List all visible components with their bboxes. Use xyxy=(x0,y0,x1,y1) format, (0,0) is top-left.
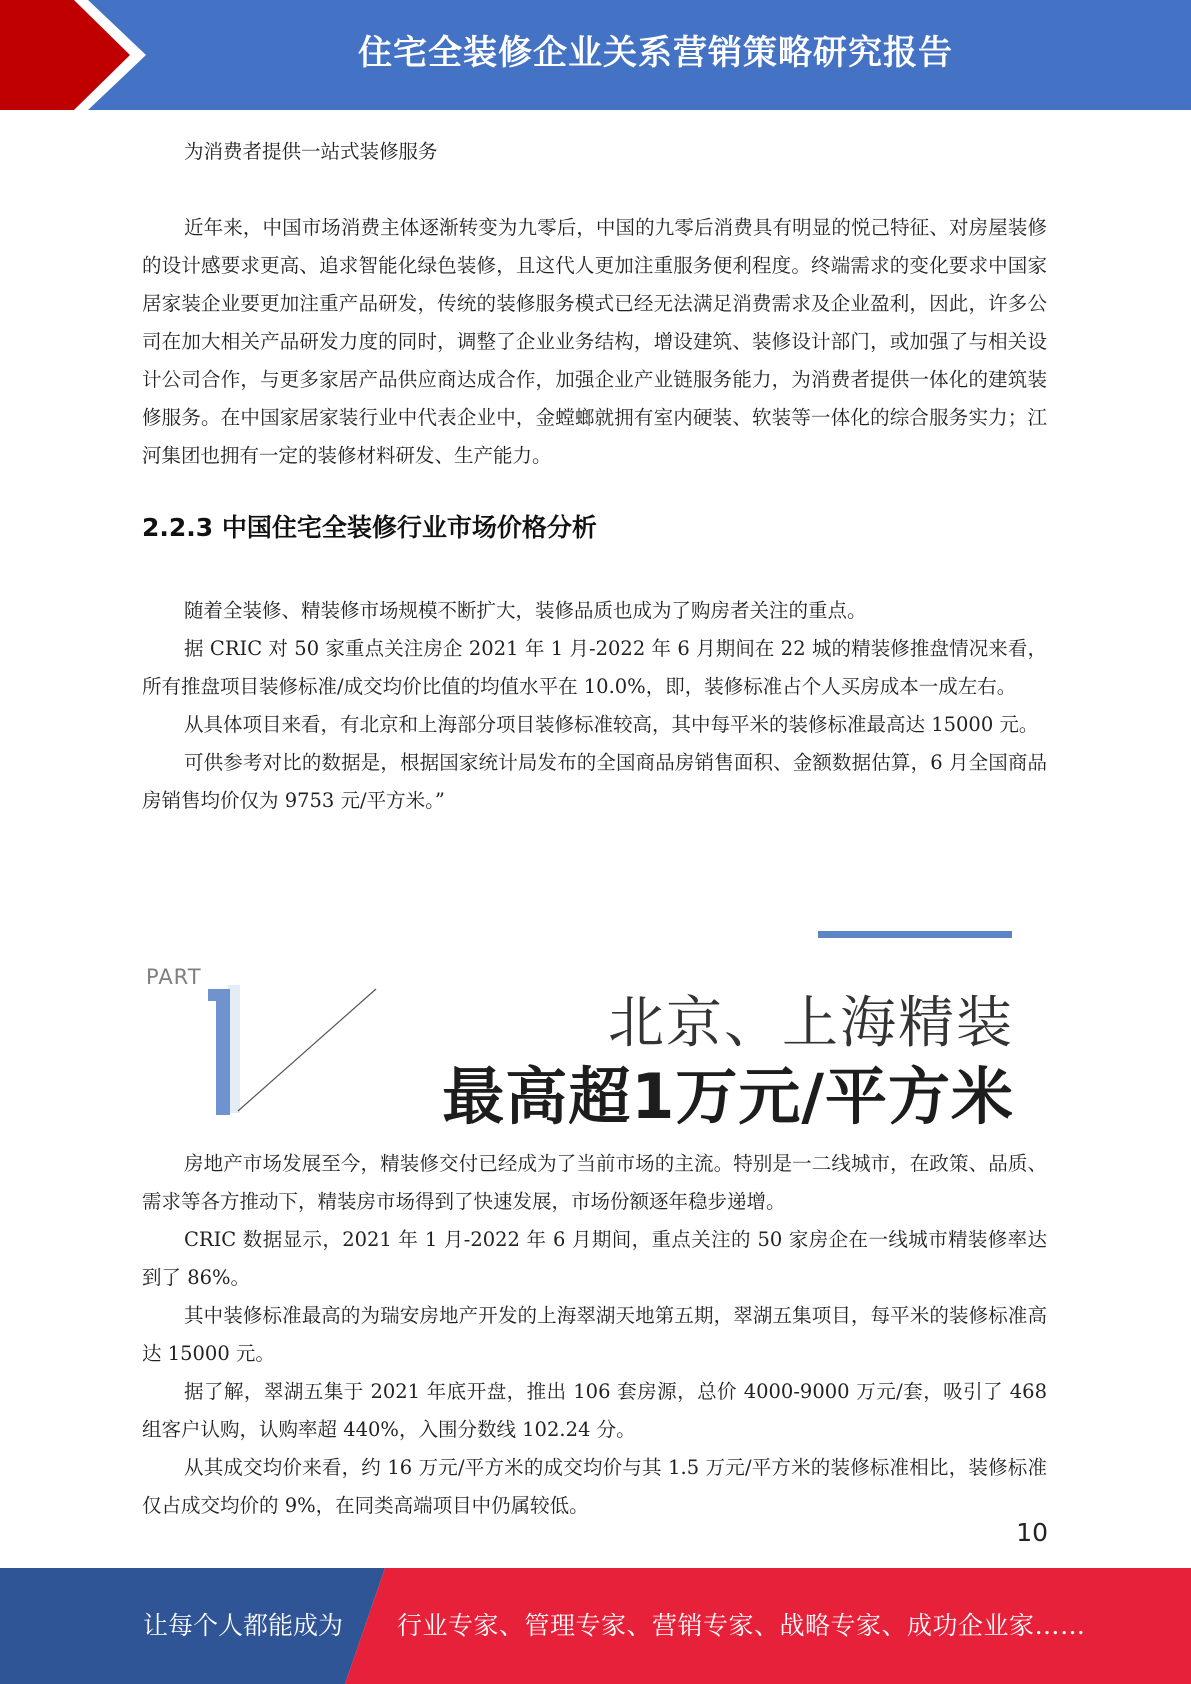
part-banner xyxy=(142,925,1042,1133)
paragraph: 可供参考对比的数据是，根据国家统计局发布的全国商品房销售面积、金额数据估算，6 月全国商品房销售均价仅为 9753 元/平方米。” xyxy=(142,751,1047,812)
paragraph: 其中装修标准最高的为瑞安房地产开发的上海翠湖天地第五期，翠湖五集项目，每平米的装修标准高达 15000 元。 xyxy=(142,1304,1047,1365)
paragraph: 据 CRIC 对 50 家重点关注房企 2021 年 1 月-2022 年 6 月期间在 22 城的精装修推盘情况来看，所有推盘项目装修标准/成交均价比值的均值水平在 10.0%，即，装修标准占个人买房成本一成左右。 xyxy=(142,637,1047,698)
page-number: 10 xyxy=(1016,1518,1048,1547)
price-analysis-text-block xyxy=(142,592,1047,820)
intro-text-block xyxy=(142,133,1047,171)
footer-slogan-right: 行业专家、管理专家、营销专家、战略专家、成功企业家…… xyxy=(397,1611,1086,1640)
paragraph: CRIC 数据显示，2021 年 1 月-2022 年 6 月期间，重点关注的 50 家房企在一线城市精装修率达到了 86%。 xyxy=(142,1228,1047,1289)
paragraph: 据了解，翠湖五集于 2021 年底开盘，推出 106 套房源，总价 4000-9000 万元/套，吸引了 468 组客户认购，认购率超 440%，入围分数线 102.24 分。 xyxy=(142,1380,1047,1441)
paragraph: 为消费者提供一站式装修服务 xyxy=(184,140,438,163)
document-title: 住宅全装修企业关系营销策略研究报告 xyxy=(358,33,953,73)
paragraph: 近年来，中国市场消费主体逐渐转变为九零后，中国的九零后消费具有明显的悦己特征、对房屋装修的设计感要求更高、追求智能化绿色装修，且这代人更加注重服务便利程度。终端需求的变化要求中国家居家装企业要更加注重产品研发，传统的装修服务模式已经无法满足消费需求及企业盈利，因此，许多公司在加大相关产品研发力度的同时，调整了企业业务结构，增设建筑、装修设计部门，或加强了与相关设计公司合作，与更多家居产品供应商达成合作，加强企业产业链服务能力，为消费者提供一体化的建筑装修服务。在中国家居家装行业中代表企业中，金螳螂就拥有室内硬装、软装等一体化的综合服务实力；江河集团也拥有一定的装修材料研发、生产能力。 xyxy=(142,216,1047,467)
banner-headline: 北京、上海精装 xyxy=(608,991,1014,1056)
footer-slogan-left: 让每个人都能成为 xyxy=(143,1611,344,1640)
paragraph: 从其成交均价来看，约 16 万元/平方米的成交均价与其 1.5 万元/平方米的装修标准相比，装修标准仅占成交均价的 9%，在同类高端项目中仍属较低。 xyxy=(142,1456,1047,1517)
page-header xyxy=(0,0,1191,110)
page-footer xyxy=(0,1568,1191,1684)
section-heading: 2.2.3 中国住宅全装修行业市场价格分析 xyxy=(142,513,597,542)
market-trend-text-block xyxy=(142,209,1047,475)
paragraph: 随着全装修、精装修市场规模不断扩大，装修品质也成为了购房者关注的重点。 xyxy=(184,599,867,622)
part-label: PART xyxy=(146,965,202,989)
part-number-graphic xyxy=(142,925,382,1125)
accent-bar xyxy=(818,931,1012,938)
paragraph: 从具体项目来看，有北京和上海部分项目装修标准较高，其中每平米的装修标准最高达 15000 元。 xyxy=(184,713,1039,736)
market-share-text-block xyxy=(142,1145,1047,1525)
paragraph: 房地产市场发展至今，精装修交付已经成为了当前市场的主流。特别是一二线城市，在政策、品质、需求等各方推动下，精装房市场得到了快速发展，市场份额逐年稳步递增。 xyxy=(142,1152,1047,1213)
banner-subheadline: 最高超1万元/平方米 xyxy=(442,1060,1014,1133)
header-arrow-graphic xyxy=(0,0,160,110)
